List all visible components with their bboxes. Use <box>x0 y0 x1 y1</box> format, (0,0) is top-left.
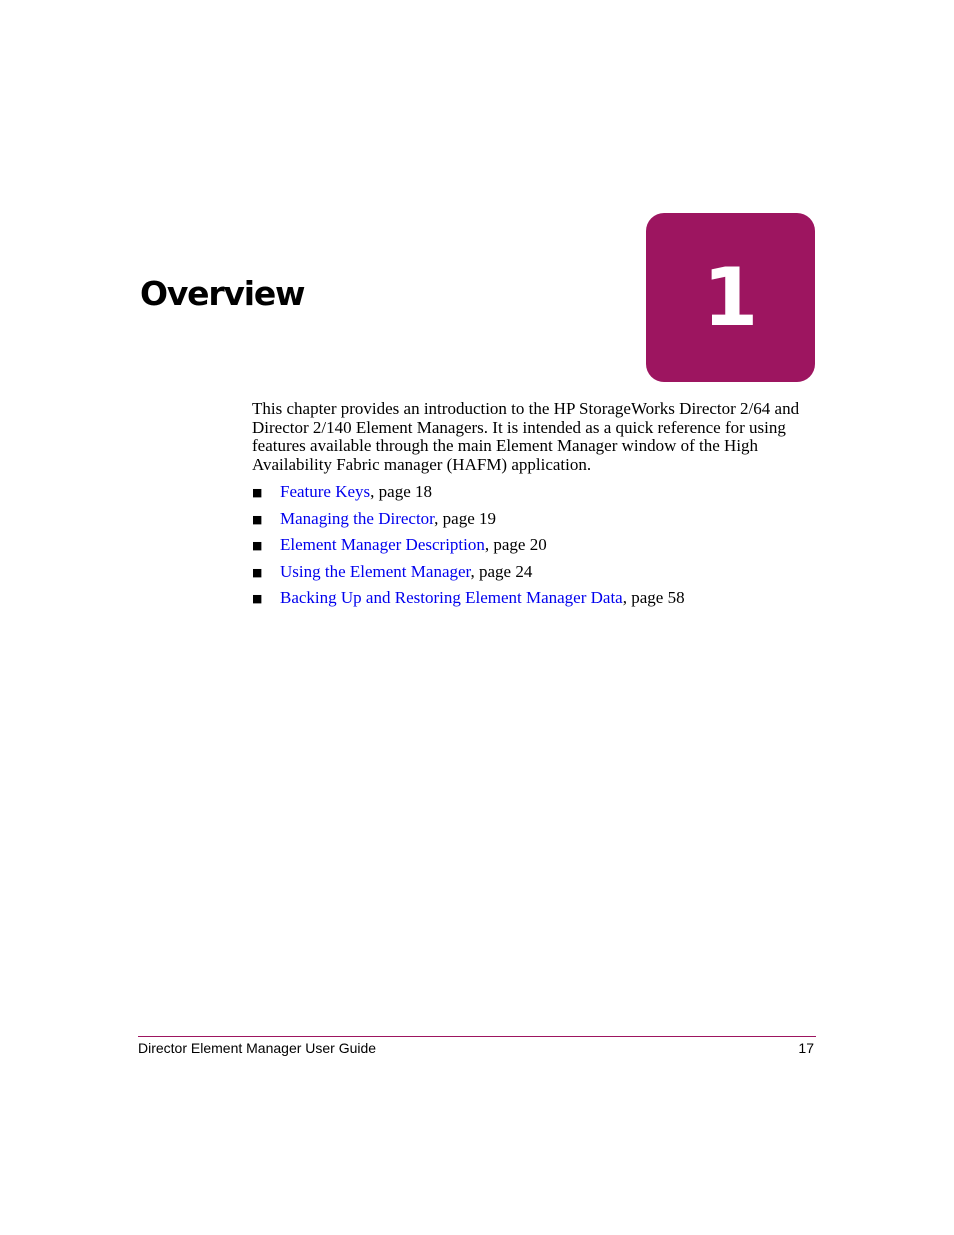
link-using-the-element-manager[interactable]: Using the Element Manager <box>280 561 471 581</box>
list-item <box>252 482 685 509</box>
link-feature-keys[interactable]: Feature Keys <box>280 482 371 501</box>
footer-guide-title: Director Element Manager User Guide <box>138 1040 377 1056</box>
square-bullet-icon: ■ <box>252 565 263 579</box>
list-item <box>252 588 685 615</box>
intro-paragraph: This chapter provides an introduction to the HP StorageWorks Director 2/64 and Director 2/140 Element Managers. It is intended as a quick reference for using features available through the main Element Manager window of the High Availability Fabric manager (HAFM) application. <box>252 399 800 475</box>
chapter-number: 1 <box>702 250 759 344</box>
page-reference: , page 58 <box>622 588 685 607</box>
square-bullet-icon: ■ <box>252 539 263 552</box>
link-managing-the-director[interactable]: Managing the Director <box>280 508 435 528</box>
chapter-title: Overview <box>140 274 305 313</box>
square-bullet-icon: ■ <box>252 592 263 605</box>
square-bullet-icon: ■ <box>252 512 263 526</box>
page-reference: , page 20 <box>484 535 547 554</box>
chapter-number-badge <box>646 213 815 382</box>
footer-divider <box>138 1036 816 1037</box>
chapter-contents-list <box>252 482 685 615</box>
list-item <box>252 509 685 536</box>
footer-page-number: 17 <box>798 1040 814 1056</box>
page-reference: , page 18 <box>370 482 433 501</box>
list-item <box>252 562 685 589</box>
page-reference: , page 24 <box>470 561 533 581</box>
page-reference: , page 19 <box>434 508 496 528</box>
square-bullet-icon: ■ <box>252 486 263 499</box>
link-backing-up-and-restoring[interactable]: Backing Up and Restoring Element Manager Data <box>280 588 623 607</box>
link-element-manager-description[interactable]: Element Manager Description <box>280 535 485 554</box>
list-item <box>252 535 685 562</box>
